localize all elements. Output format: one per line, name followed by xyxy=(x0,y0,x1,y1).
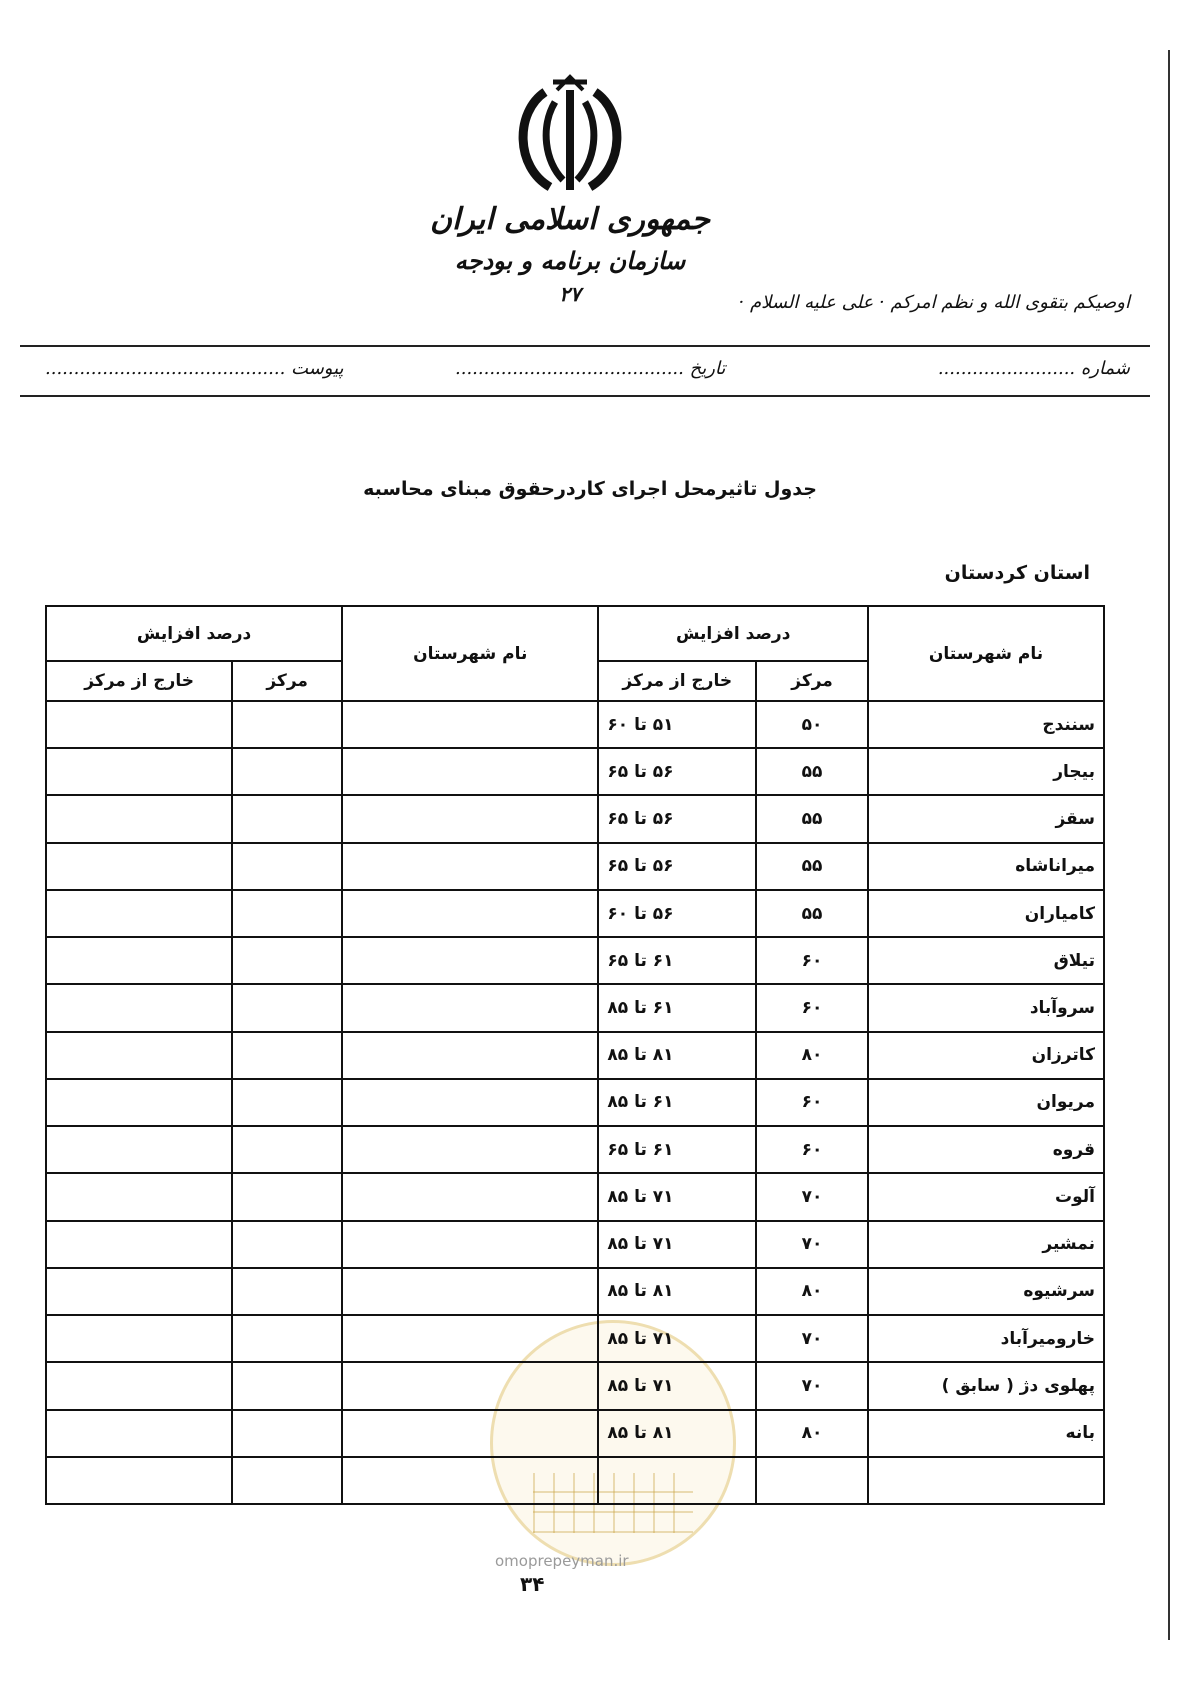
motto: اوصیکم بتقوی الله و نظم امرکم · علی علیه السلام · xyxy=(738,292,1130,313)
table-row xyxy=(46,701,1104,748)
outside-cell-left xyxy=(46,1079,232,1126)
margin-line xyxy=(1168,50,1170,1640)
county-name-cell: بانه xyxy=(868,1410,1104,1457)
header-outside-left: خارج از مرکز xyxy=(46,661,232,701)
center-cell: ۸۰ xyxy=(756,1268,868,1315)
county-name-cell: کاترزان xyxy=(868,1032,1104,1079)
table-row xyxy=(46,748,1104,795)
county-name-cell-left xyxy=(342,1268,598,1315)
table-row xyxy=(46,795,1104,842)
center-cell: ۷۰ xyxy=(756,1173,868,1220)
center-cell-left xyxy=(232,1079,342,1126)
header-increase-right: درصد افزایش xyxy=(598,606,868,661)
outside-cell: ۷۱ تا ۸۵ xyxy=(598,1362,756,1409)
outside-cell-left xyxy=(46,1126,232,1173)
center-cell-left xyxy=(232,984,342,1031)
center-cell-left xyxy=(232,1457,342,1504)
table-row xyxy=(46,1457,1104,1504)
center-cell-left xyxy=(232,795,342,842)
county-name-cell-left xyxy=(342,984,598,1031)
center-cell: ۷۰ xyxy=(756,1362,868,1409)
county-name-cell-left xyxy=(342,890,598,937)
attachment-field xyxy=(45,358,344,379)
header-outside-right: خارج از مرکز xyxy=(598,661,756,701)
table-row xyxy=(46,937,1104,984)
county-name-cell-left xyxy=(342,1032,598,1079)
county-name-cell: کامیاران xyxy=(868,890,1104,937)
county-name-cell: مریوان xyxy=(868,1079,1104,1126)
county-name-cell xyxy=(868,1457,1104,1504)
center-cell-left xyxy=(232,701,342,748)
outside-cell-left xyxy=(46,748,232,795)
outside-cell-left xyxy=(46,937,232,984)
county-name-cell-left xyxy=(342,701,598,748)
center-cell: ۸۰ xyxy=(756,1410,868,1457)
center-cell: ۶۰ xyxy=(756,1126,868,1173)
outside-cell-left xyxy=(46,1221,232,1268)
table-row xyxy=(46,890,1104,937)
outside-cell-left xyxy=(46,701,232,748)
county-name-cell: بیجار xyxy=(868,748,1104,795)
table-row xyxy=(46,843,1104,890)
county-name-cell-left xyxy=(342,1221,598,1268)
center-cell-left xyxy=(232,890,342,937)
county-name-cell: آلوت xyxy=(868,1173,1104,1220)
attachment-label: پیوست xyxy=(291,358,344,379)
outside-cell: ۶۱ تا ۸۵ xyxy=(598,984,756,1031)
table-row xyxy=(46,1221,1104,1268)
date-dots: ........................................ xyxy=(455,358,684,379)
table-row xyxy=(46,1268,1104,1315)
header-center-right: مرکز xyxy=(756,661,868,701)
number-dots: ........................ xyxy=(937,358,1076,379)
center-cell: ۵۵ xyxy=(756,795,868,842)
outside-cell-left xyxy=(46,795,232,842)
county-name-cell-left xyxy=(342,1410,598,1457)
header-county-left: نام شهرستان xyxy=(342,606,598,701)
outside-cell: ۶۱ تا ۶۵ xyxy=(598,937,756,984)
center-cell: ۵۵ xyxy=(756,843,868,890)
table-row xyxy=(46,1362,1104,1409)
outside-cell: ۸۱ تا ۸۵ xyxy=(598,1032,756,1079)
table-row xyxy=(46,1315,1104,1362)
outside-cell: ۷۱ تا ۸۵ xyxy=(598,1221,756,1268)
outside-cell-left xyxy=(46,1032,232,1079)
table-row xyxy=(46,1032,1104,1079)
county-name-cell: خارومیرآباد xyxy=(868,1315,1104,1362)
table-row xyxy=(46,984,1104,1031)
county-name-cell: سرشیوه xyxy=(868,1268,1104,1315)
county-name-cell-left xyxy=(342,748,598,795)
county-name-cell-left xyxy=(342,843,598,890)
date-label: تاریخ xyxy=(689,358,726,379)
outside-cell-left xyxy=(46,984,232,1031)
outside-cell: ۵۶ تا ۶۵ xyxy=(598,843,756,890)
county-name-cell: قروه xyxy=(868,1126,1104,1173)
outside-cell: ۵۱ تا ۶۰ xyxy=(598,701,756,748)
header-center-left: مرکز xyxy=(232,661,342,701)
number-field xyxy=(938,358,1130,379)
outside-cell-left xyxy=(46,843,232,890)
rates-table xyxy=(45,605,1105,1505)
county-name-cell: سروآباد xyxy=(868,984,1104,1031)
number-label: شماره xyxy=(1080,358,1130,379)
center-cell-left xyxy=(232,1126,342,1173)
center-cell-left xyxy=(232,1362,342,1409)
county-name-cell: نمشیر xyxy=(868,1221,1104,1268)
center-cell-left xyxy=(232,1268,342,1315)
center-cell: ۷۰ xyxy=(756,1315,868,1362)
outside-cell-left xyxy=(46,1173,232,1220)
center-cell: ۵۰ xyxy=(756,701,868,748)
county-name-cell: میراناشاه xyxy=(868,843,1104,890)
center-cell xyxy=(756,1457,868,1504)
header-rule-top xyxy=(20,345,1150,347)
outside-cell xyxy=(598,1457,756,1504)
county-name-cell-left xyxy=(342,1315,598,1362)
center-cell-left xyxy=(232,937,342,984)
center-cell: ۶۰ xyxy=(756,1079,868,1126)
document-title: جدول تاثیرمحل اجرای کاردرحقوق مبنای محاسبه xyxy=(363,478,817,500)
center-cell-left xyxy=(232,748,342,795)
outside-cell-left xyxy=(46,1315,232,1362)
organization-name: سازمان برنامه و بودجه xyxy=(454,246,686,275)
center-cell-left xyxy=(232,1410,342,1457)
province-name: استان کردستان xyxy=(944,562,1090,584)
header-rule-bottom xyxy=(20,395,1150,397)
table-row xyxy=(46,1126,1104,1173)
county-name-cell-left xyxy=(342,1126,598,1173)
outside-cell: ۵۶ تا ۶۰ xyxy=(598,890,756,937)
country-name: جمهوری اسلامی ایران xyxy=(429,202,711,237)
center-cell: ۷۰ xyxy=(756,1221,868,1268)
center-cell-left xyxy=(232,1315,342,1362)
center-cell-left xyxy=(232,843,342,890)
outside-cell: ۶۱ تا ۸۵ xyxy=(598,1079,756,1126)
letterhead-number: ۲۷ xyxy=(559,282,581,306)
center-cell-left xyxy=(232,1173,342,1220)
county-name-cell: سقز xyxy=(868,795,1104,842)
date-field xyxy=(455,358,725,379)
header-county-right: نام شهرستان xyxy=(868,606,1104,701)
county-name-cell: پهلوی دژ ( سابق ) xyxy=(868,1362,1104,1409)
county-name-cell-left xyxy=(342,795,598,842)
outside-cell-left xyxy=(46,1362,232,1409)
center-cell-left xyxy=(232,1221,342,1268)
county-name-cell-left xyxy=(342,1173,598,1220)
center-cell: ۵۵ xyxy=(756,890,868,937)
outside-cell-left xyxy=(46,1410,232,1457)
table-row xyxy=(46,1173,1104,1220)
outside-cell: ۷۱ تا ۸۵ xyxy=(598,1173,756,1220)
county-name-cell-left xyxy=(342,1457,598,1504)
outside-cell: ۸۱ تا ۸۵ xyxy=(598,1268,756,1315)
county-name-cell-left xyxy=(342,1362,598,1409)
outside-cell-left xyxy=(46,1457,232,1504)
outside-cell: ۷۱ تا ۸۵ xyxy=(598,1315,756,1362)
header-increase-left: درصد افزایش xyxy=(46,606,342,661)
center-cell: ۸۰ xyxy=(756,1032,868,1079)
outside-cell: ۶۱ تا ۶۵ xyxy=(598,1126,756,1173)
outside-cell-left xyxy=(46,890,232,937)
outside-cell: ۵۶ تا ۶۵ xyxy=(598,748,756,795)
outside-cell: ۵۶ تا ۶۵ xyxy=(598,795,756,842)
center-cell: ۶۰ xyxy=(756,937,868,984)
center-cell: ۶۰ xyxy=(756,984,868,1031)
outside-cell: ۸۱ تا ۸۵ xyxy=(598,1410,756,1457)
county-name-cell: سنندج xyxy=(868,701,1104,748)
outside-cell-left xyxy=(46,1268,232,1315)
county-name-cell-left xyxy=(342,937,598,984)
attachment-dots: .......................................... xyxy=(45,358,286,379)
website-watermark: omoprepeyman.ir xyxy=(495,1552,629,1570)
county-name-cell-left xyxy=(342,1079,598,1126)
page-number: ۳۴ xyxy=(520,1572,545,1596)
table-row xyxy=(46,1410,1104,1457)
table-row xyxy=(46,1079,1104,1126)
county-name-cell: تیلاق xyxy=(868,937,1104,984)
center-cell: ۵۵ xyxy=(756,748,868,795)
center-cell-left xyxy=(232,1032,342,1079)
emblem-icon xyxy=(505,72,635,202)
